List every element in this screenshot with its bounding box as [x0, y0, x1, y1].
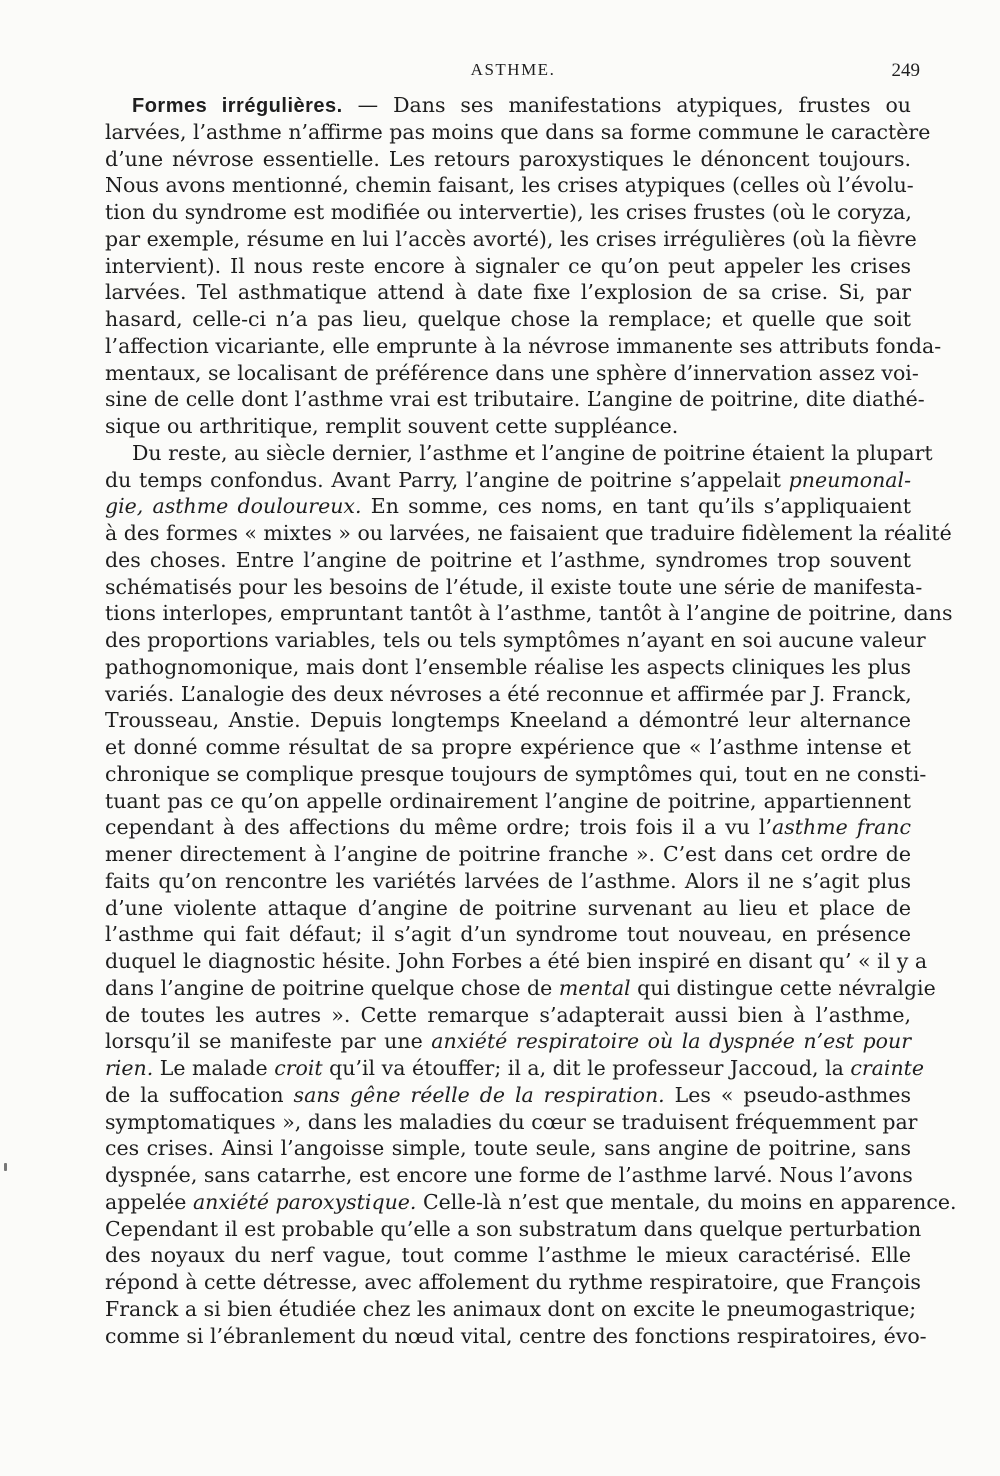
text-run: duquel le diagnostic hésite. John Forbes a été bien inspiré en disant qu’ « il y a [105, 949, 928, 973]
text-line [105, 119, 931, 146]
text-run: Nous avons mentionné, chemin faisant, les crises atypiques (celles où l’évolu- [105, 173, 914, 198]
text-run: d’une névrose essentielle. Les retours paroxystiques le dénoncent toujours. [105, 146, 911, 171]
text-run: Du reste, au siècle dernier, l’asthme et l’angine de poitrine étaient la plupart [132, 440, 933, 465]
text-line [105, 146, 911, 173]
text-run: En somme, ces noms, en tant qu’ils s’appliquaient [361, 494, 911, 519]
text-line [105, 948, 928, 975]
text-line [105, 306, 911, 333]
text-line [105, 1082, 911, 1109]
text-line [105, 1323, 927, 1350]
text-line [105, 788, 911, 815]
italic-text: asthme franc [771, 815, 911, 840]
paragraph [105, 440, 957, 1350]
paragraph [105, 92, 942, 440]
text-run: larvées, l’asthme n’affirme pas moins que dans sa forme commune le caractère [105, 119, 931, 144]
text-line [105, 707, 911, 734]
text-run: dans l’angine de poitrine quelque chose de [105, 975, 559, 1000]
text-line [105, 975, 936, 1002]
text-line [105, 1189, 957, 1216]
text-line [105, 1002, 911, 1029]
text-run: et donné comme résultat de sa propre expérience que « l’asthme intense et [105, 735, 911, 759]
italic-text: rien. [105, 1056, 154, 1080]
text-run: hasard, celle-ci n’a pas lieu, quelque chose la remplace; et quelle que soit [105, 307, 911, 331]
text-run: schématisés pour les besoins de l’étude, il existe toute une série de manifesta- [105, 574, 923, 599]
text-run: faits qu’on rencontre les variétés larvées de l’asthme. Alors il ne s’agit plus [105, 868, 911, 893]
text-line [105, 386, 925, 413]
italic-text: croit [274, 1056, 323, 1080]
text-run: sine de celle dont l’asthme vrai est tributaire. L’angine de poitrine, dite diathé- [105, 387, 925, 412]
text-line [105, 1242, 911, 1269]
text-run: par exemple, résume en lui l’accès avorté), les crises irrégulières (où la fièvre [105, 226, 917, 251]
text-run: intervient). Il nous reste encore à signaler ce qu’on peut appeler les crises [105, 253, 911, 278]
text-line [105, 547, 911, 574]
running-title: ASTHME. [470, 60, 556, 79]
text-line [105, 868, 911, 895]
text-line [105, 467, 911, 494]
italic-text: crainte [850, 1056, 925, 1080]
text-line [105, 172, 914, 199]
text-run: cependant à des affections du même ordre; trois fois il a vu l’ [105, 815, 772, 840]
text-run: pathognomonique, mais dont l’ensemble réalise les aspects cliniques les plus [105, 654, 911, 679]
text-run: des choses. Entre l’angine de poitrine et l’asthme, syndromes trop souvent [105, 547, 911, 572]
text-run: qui distingue cette névralgie [630, 975, 936, 1000]
text-run: mentaux, se localisant de préférence dans une sphère d’innervation assez voi- [105, 360, 919, 385]
text-run: comme si l’ébranlement du nœud vital, centre des fonctions respiratoires, évo- [105, 1323, 927, 1348]
text-line [105, 226, 917, 253]
text-run: — Dans ses manifestations atypiques, frustes ou [357, 93, 911, 117]
running-head [104, 60, 922, 84]
text-run: dyspnée, sans catarrhe, est encore une forme de l’asthme larvé. Nous l’avons [105, 1163, 913, 1187]
text-run: lorsqu’il se manifeste par une [105, 1029, 432, 1054]
text-line [105, 360, 919, 387]
text-line [105, 520, 952, 547]
margin-speck [4, 1163, 7, 1171]
text-line [105, 1028, 911, 1055]
text-line [105, 1269, 921, 1296]
text-run: répond à cette détresse, avec affolement du rythme respiratoire, que François [105, 1270, 921, 1294]
text-run: des noyaux du nerf vague, tout comme l’asthme le mieux caractérisé. Elle [105, 1243, 911, 1268]
text-run: de la suffocation [105, 1082, 294, 1107]
text-run: à des formes « mixtes » ou larvées, ne faisaient que traduire fidèlement la réalité [105, 521, 952, 545]
text-line [105, 493, 911, 520]
text-line [105, 1162, 911, 1189]
text-run: tion du syndrome est modifiée ou intervertie), les crises frustes (où le coryza, [105, 200, 912, 224]
text-line [105, 1216, 922, 1243]
text-line [105, 413, 911, 440]
text-line [105, 440, 933, 467]
text-line [105, 761, 927, 788]
text-line [105, 1109, 918, 1136]
text-line [105, 1296, 917, 1323]
text-run: appelée [105, 1189, 193, 1214]
text-run: symptomatiques », dans les maladies du cœur se traduisent fréquemment par [105, 1109, 918, 1134]
text-line [105, 1135, 911, 1162]
text-line [105, 681, 911, 708]
text-line [105, 627, 926, 654]
text-run: de toutes les autres ». Cette remarque s’adapterait aussi bien à l’asthme, [105, 1002, 911, 1027]
italic-text: pneumonal- [788, 467, 911, 492]
text-run: chronique se complique presque toujours de symptômes qui, tout en ne consti- [105, 761, 927, 786]
text-run: tions interlopes, empruntant tantôt à l’asthme, tantôt à l’angine de poitrine, dans [105, 601, 953, 626]
text-run: qu’il va étouffer; il a, dit le professeur Jaccoud, la [322, 1056, 851, 1080]
text-run: Le malade [153, 1056, 275, 1080]
text-line [105, 734, 911, 761]
body-text [105, 92, 957, 1349]
italic-text: gie, asthme douloureux. [105, 494, 362, 519]
italic-text: sans gêne réelle de la respiration. [293, 1082, 665, 1107]
italic-text: anxiété paroxystique. [192, 1189, 417, 1214]
text-line [105, 600, 953, 627]
text-run: d’une violente attaque d’angine de poitrine survenant au lieu et place de [105, 895, 911, 920]
text-run: Trousseau, Anstie. Depuis longtemps Kneeland a démontré leur alternance [105, 708, 911, 733]
italic-text: mental [558, 975, 631, 1000]
text-run: tuant pas ce qu’on appelle ordinairement l’angine de poitrine, appartiennent [105, 788, 911, 813]
text-run: ces crises. Ainsi l’angoisse simple, toute seule, sans angine de poitrine, sans [105, 1136, 911, 1161]
text-run: Celle-là n’est que mentale, du moins en apparence. [416, 1189, 957, 1214]
text-line [105, 841, 911, 868]
text-line [105, 895, 911, 922]
text-line [105, 279, 911, 306]
text-run: des proportions variables, tels ou tels symptômes n’ayant en soi aucune valeur [105, 628, 926, 652]
section-heading: Formes irrégulières. [132, 95, 343, 117]
text-run: variés. L’analogie des deux névroses a été reconnue et affirmée par J. Franck, [105, 681, 912, 706]
text-run: Cependant il est probable qu’elle a son substratum dans quelque perturbation [105, 1216, 922, 1241]
text-line [105, 574, 923, 601]
text-run: Les « pseudo-asthmes [664, 1082, 911, 1107]
text-run: Franck a si bien étudiée chez les animaux dont on excite le pneumogastrique; [105, 1296, 917, 1321]
text-run: du temps confondus. Avant Parry, l’angine de poitrine s’appelait [105, 467, 789, 492]
text-run: mener directement à l’angine de poitrine franche ». C’est dans cet ordre de [105, 842, 911, 866]
text-run: l’affection vicariante, elle emprunte à la névrose immanente ses attributs fonda- [105, 333, 942, 358]
text-line [105, 921, 911, 948]
italic-text: anxiété respiratoire où la dyspnée n’est pour [431, 1029, 912, 1054]
text-line [105, 253, 911, 280]
text-line [105, 814, 911, 841]
text-run: l’asthme qui fait défaut; il s’agit d’un syndrome tout nouveau, en présence [105, 922, 911, 947]
text-line [105, 199, 911, 226]
page-number: 249 [891, 60, 920, 81]
text-line [105, 1055, 925, 1082]
text-line [105, 654, 911, 681]
text-run: larvées. Tel asthmatique attend à date fixe l’explosion de sa crise. Si, par [105, 280, 911, 305]
text-line [105, 92, 911, 119]
text-line [105, 333, 942, 360]
text-run: sique ou arthritique, remplit souvent cette suppléance. [105, 414, 679, 438]
